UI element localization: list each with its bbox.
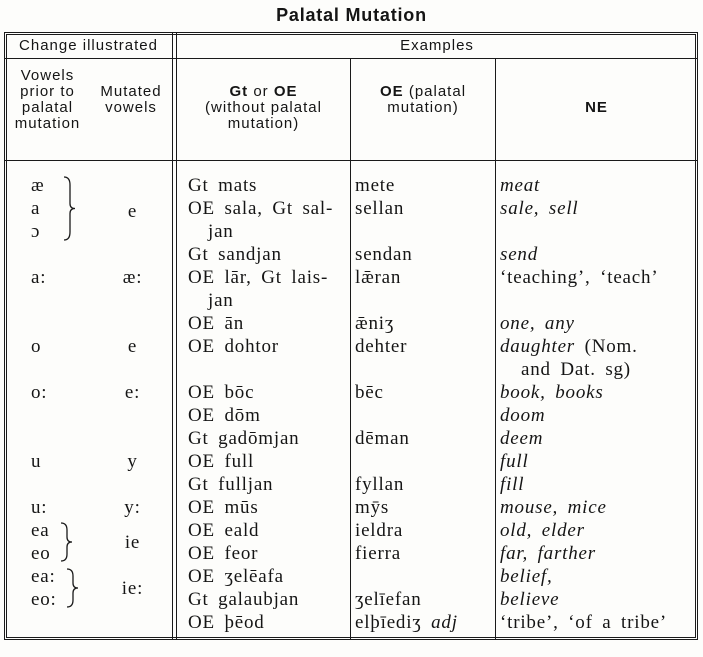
prior-vowel: ea: — [31, 566, 56, 587]
ne-form — [500, 243, 538, 266]
ne-form-continuation: and Dat. sg) — [521, 359, 631, 380]
header-mutated-vowels — [90, 84, 172, 116]
gt-oe-form: OE full — [188, 451, 255, 472]
header-line: palatal — [21, 99, 74, 116]
table-row — [0, 496, 703, 519]
header-line: vowels — [105, 99, 157, 116]
oe-palatal-word: elþīediʒ — [355, 612, 422, 633]
oe-palatal-form: fierra — [355, 543, 401, 564]
ne-word: belief, — [500, 566, 553, 587]
gt-oe-form: OE dohtor — [188, 336, 279, 357]
oe-palatal-form — [355, 611, 458, 634]
oe-palatal-form: lǣran — [355, 267, 402, 288]
header-line: prior to — [20, 83, 75, 100]
group-mutated-vowel: e — [127, 201, 138, 222]
table-row — [0, 473, 703, 496]
header-oe: OE — [379, 83, 404, 100]
table-row — [0, 174, 703, 197]
header-examples: Examples — [400, 37, 474, 54]
oe-palatal-form: bēc — [355, 382, 384, 403]
ne-form — [500, 427, 543, 450]
table-row — [0, 565, 703, 588]
table-row — [0, 358, 703, 381]
gt-oe-form-continuation: jan — [208, 221, 234, 242]
ne-word: doom — [500, 405, 546, 426]
gt-oe-form: OE þēod — [188, 612, 265, 633]
table-row — [0, 289, 703, 312]
ne-form — [500, 496, 607, 519]
gt-oe-form: OE ān — [188, 313, 245, 334]
header-line: mutation) — [227, 115, 300, 132]
header-line: Mutated — [100, 83, 162, 100]
gt-oe-form: Gt sandjan — [188, 244, 282, 265]
ne-word: one, any — [500, 313, 575, 334]
oe-palatal-form: ieldra — [355, 520, 404, 541]
ne-form — [500, 588, 559, 611]
ne-word: deem — [500, 428, 544, 449]
prior-vowel: ɔ — [31, 221, 41, 242]
gt-oe-form: OE ʒelēafa — [188, 566, 284, 587]
gt-oe-form: OE lār, Gt lais- — [188, 267, 329, 288]
table-row — [0, 335, 703, 358]
ne-word: daughter — [500, 336, 576, 357]
table-body — [0, 174, 703, 634]
header-line: mutation — [14, 115, 81, 132]
mutated-vowel: e — [127, 336, 138, 357]
prior-vowel: o: — [31, 382, 48, 403]
prior-vowel: eo — [31, 543, 51, 564]
oe-palatal-form: fyllan — [355, 474, 405, 495]
header-palatal: (palatal — [408, 83, 467, 100]
ne-form — [500, 519, 585, 542]
page-title: Palatal Mutation — [276, 5, 427, 25]
table-row — [0, 427, 703, 450]
table-row — [0, 450, 703, 473]
oe-palatal-form: mȳs — [355, 497, 390, 518]
gt-oe-form: OE mūs — [188, 497, 259, 518]
prior-vowel: a — [31, 198, 41, 219]
part-of-speech: adj — [431, 612, 458, 633]
prior-vowel: u: — [31, 497, 48, 518]
ne-form — [500, 174, 540, 197]
mutated-vowel: y: — [124, 497, 141, 518]
ne-word: old, elder — [500, 520, 585, 541]
header-line: (without palatal — [205, 99, 322, 116]
ne-word: send — [500, 244, 539, 265]
ne-form — [500, 312, 575, 335]
gt-oe-form: Gt gadōmjan — [188, 428, 300, 449]
ne-form — [500, 565, 553, 588]
table-row — [0, 404, 703, 427]
oe-palatal-form: sendan — [355, 244, 413, 265]
ne-word: believe — [500, 589, 560, 610]
prior-vowel: ea — [31, 520, 50, 541]
ne-word: book, books — [500, 382, 604, 403]
ne-form — [500, 335, 638, 358]
gt-oe-form: Gt galaubjan — [188, 589, 300, 610]
mutated-vowel: e: — [124, 382, 141, 403]
ne-form — [500, 542, 596, 565]
header-line: Vowels — [20, 67, 75, 84]
header-prior-vowels — [5, 68, 90, 132]
oe-palatal-form: ʒelīefan — [355, 589, 422, 610]
oe-palatal-form: ǣniʒ — [355, 313, 395, 334]
header-bottom-rule — [5, 160, 697, 161]
oe-palatal-form: dēman — [355, 428, 410, 449]
header-rule — [5, 58, 697, 59]
ne-form — [500, 473, 524, 496]
header-or: or — [253, 83, 269, 100]
gt-oe-form: OE dōm — [188, 405, 261, 426]
prior-vowel: æ — [31, 175, 45, 196]
ne-form — [500, 404, 545, 427]
mutated-vowel: æ: — [122, 267, 143, 288]
header-line — [177, 84, 350, 100]
gt-oe-form: OE feor — [188, 543, 259, 564]
table-row — [0, 220, 703, 243]
oe-palatal-form: dehter — [355, 336, 408, 357]
table-row — [0, 266, 703, 289]
group-mutated-vowel: ie — [124, 532, 141, 553]
header-line — [351, 84, 495, 100]
table-row — [0, 312, 703, 335]
mutated-vowel: y — [127, 451, 138, 472]
header-oe: OE — [273, 83, 298, 100]
ne-gloss: (Nom. — [584, 336, 638, 357]
table-row — [0, 519, 703, 542]
header-oe-palatal — [351, 84, 495, 116]
ne-word: fill — [500, 474, 525, 495]
header-change-illustrated: Change illustrated — [19, 37, 158, 54]
table-row — [0, 588, 703, 611]
ne-form — [500, 197, 579, 220]
ne-word: mouse, mice — [500, 497, 607, 518]
gt-oe-form: Gt mats — [188, 175, 258, 196]
ne-form — [500, 381, 604, 404]
gt-oe-form: Gt fulljan — [188, 474, 274, 495]
group-mutated-vowel: ie: — [121, 578, 144, 599]
ne-form — [500, 450, 529, 473]
header-line: mutation) — [387, 99, 459, 116]
table-row — [0, 381, 703, 404]
table-row — [0, 542, 703, 565]
prior-vowel: eo: — [31, 589, 57, 610]
ne-gloss: ‘teaching’, ‘teach’ — [500, 267, 659, 288]
prior-vowel: o — [31, 336, 42, 357]
ne-form — [500, 611, 667, 634]
gt-oe-form: OE bōc — [188, 382, 255, 403]
ne-gloss: ‘tribe’, ‘of a tribe’ — [500, 612, 668, 633]
oe-palatal-form: mete — [355, 175, 396, 196]
ne-word: far, farther — [500, 543, 596, 564]
gt-oe-form-continuation: jan — [208, 290, 234, 311]
table-row — [0, 243, 703, 266]
ne-word: sale, sell — [500, 198, 579, 219]
prior-vowel: a: — [31, 267, 47, 288]
oe-palatal-form: sellan — [355, 198, 405, 219]
ne-word: full — [500, 451, 529, 472]
gt-oe-form: OE sala, Gt sal- — [188, 198, 334, 219]
ne-form — [500, 266, 658, 289]
table-row — [0, 197, 703, 220]
ne-word: meat — [500, 175, 541, 196]
header-gt-or-oe — [177, 84, 350, 132]
header-gt: Gt — [229, 83, 249, 100]
table-row — [0, 611, 703, 634]
prior-vowel: u — [31, 451, 42, 472]
header-ne: NE — [585, 99, 608, 116]
gt-oe-form: OE eald — [188, 520, 260, 541]
